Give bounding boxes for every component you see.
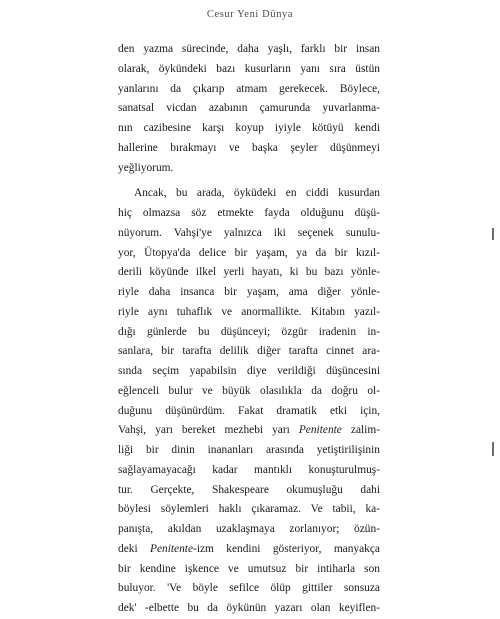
text-line: derili köyünde ilkel yerli hayatı, ki bu bazı yönle- (118, 266, 380, 279)
scan-edge-mark (492, 228, 494, 240)
text-line: riyle aynı tuhaflık ve anormallikte. Kitabın yazıl- (118, 305, 380, 318)
text-line: liği bir dinin inananları arasında yetiştirilişinin (118, 444, 380, 456)
text-line: nın cazibesine karşı koyup iyiyle kötüyü kendi (118, 122, 380, 134)
text-line: Vahşi, yarı bereket mezhebi yarı Penitente zalim- (118, 424, 380, 437)
text-line: tur. Gerçekte, Shakespeare okumuşluğu dahi (118, 483, 380, 496)
text-line: nüyorum. Vahşi'ye yalnızca iki seçenek sunulu- (118, 226, 380, 239)
text-line: böylesi söylemleri haklı çıkaramaz. Ve tabii, ka- (118, 503, 380, 516)
text-line: sağlayamayacağı kadar mantıklı konuşturulmuş- (118, 463, 380, 476)
text-line: riyle daha insanca bir yaşam, ama diğer yönle- (118, 286, 380, 298)
italic-term: Penitente (298, 424, 342, 437)
text-line: duğunu düşünürdüm. Fakat dramatik etki için, (118, 404, 380, 417)
text-line: yanlarını da çıkarıp atmam gerekecek. Böylece, (118, 82, 380, 95)
text-line: dek' -elbette bu da öykünün yazarı olan keyiflen- (118, 602, 380, 614)
text-line: eğlenceli bulur ve büyük olasılıkla da doğru ol- (118, 384, 380, 397)
text-line: dığı günlerde bu düşünceyi; özgür iradenin in- (118, 325, 380, 338)
text-line: sanatsal vicdan azabının çamurunda yuvarlanma- (118, 102, 380, 115)
text-line: buluyor. 'Ve böyle sefilce ölüp gittiler sonsuza (118, 582, 380, 595)
text-line: sanlara, bir tarafta delilik diğer tarafta cinnet ara- (118, 345, 380, 358)
text-line: hiç olmazsa söz etmekte fayda olduğunu düşü- (118, 207, 380, 219)
text-line: panışta, akıldan uzaklaşmaya zorlanıyor; özün- (118, 523, 380, 535)
text-line: yeğliyorum. (118, 161, 174, 174)
text-line: deki Penitente-izm kendini gösteriyor, manyakça (118, 542, 380, 555)
text-line: sında seçim yapabilsin diye verildiği düşüncesini (118, 365, 380, 377)
text-line: den yazma sürecinde, daha yaşlı, farklı bir insan (118, 43, 380, 55)
text-line: hallerine bırakmayı ve başka şeyler düşünmeyi (118, 141, 380, 154)
running-head: Cesur Yeni Dünya (206, 9, 294, 20)
text-line: bir kendine işkence ve umutsuz bir intiharla son (118, 562, 380, 575)
body-text (118, 40, 380, 619)
text-line: Ancak, bu arada, öyküdeki en ciddi kusurdan (134, 187, 380, 200)
paragraph-2 (118, 184, 380, 619)
paragraph-1 (118, 40, 380, 178)
text-line: yor, Ütopya'da delice bir yaşam, ya da bir kızıl- (118, 246, 380, 259)
scan-edge-mark (492, 442, 494, 456)
italic-term: Penitente (150, 542, 194, 555)
text-line: olarak, öykündeki bazı kusurların yanı sıra üstün (118, 62, 380, 75)
